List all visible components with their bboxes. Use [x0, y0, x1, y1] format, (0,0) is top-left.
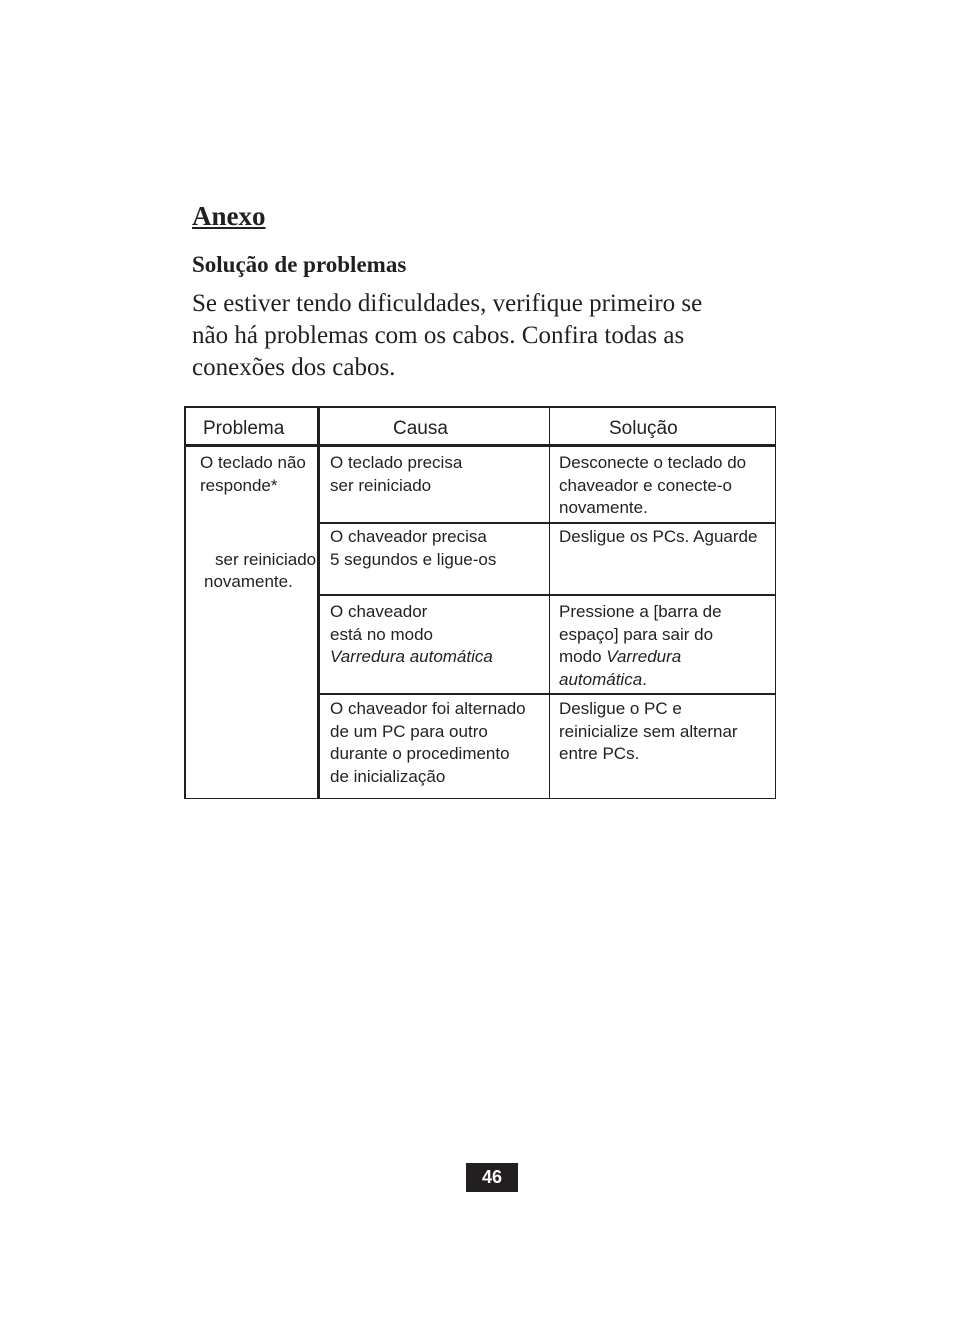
solution-line: chaveador e conecte-o [559, 475, 732, 495]
header-cause: Causa [393, 418, 448, 439]
cause-cell [330, 698, 526, 788]
cause-line: 5 segundos e ligue-os [330, 549, 497, 569]
cause-line: de um PC para outro [330, 721, 488, 741]
page-number: 46 [466, 1163, 518, 1192]
intro-line: não há problemas com os cabos. Confira todas as [192, 322, 685, 349]
section-title: Anexo [192, 201, 266, 231]
cause-line: O chaveador precisa [330, 527, 487, 546]
solution-italic: automática [559, 669, 643, 689]
cause-line: ser reiniciado [330, 475, 432, 495]
problem-text-continued [215, 549, 317, 572]
cause-line: O chaveador foi alternado [330, 699, 526, 718]
intro-line: Se estiver tendo dificuldades, verifique primeiro se [192, 290, 703, 317]
problem-line: responde* [200, 475, 278, 495]
cause-cell [330, 452, 462, 497]
cause-line: O chaveador [330, 602, 428, 621]
solution-line: novamente. [559, 498, 648, 517]
solution-cell [559, 526, 757, 549]
table-border-left [184, 406, 186, 799]
cause-cell [330, 601, 493, 669]
header-problem: Problema [203, 418, 285, 439]
header-solution: Solução [609, 418, 678, 439]
solution-line: Desligue o PC e [559, 699, 682, 718]
troubleshooting-table [184, 406, 776, 799]
cause-cell [330, 526, 496, 571]
table-border-top [184, 406, 776, 408]
problem-line: novamente. [204, 572, 293, 591]
problem-text-continued [204, 571, 293, 594]
problem-line: ser reiniciado [215, 550, 317, 569]
row-divider [318, 522, 776, 525]
table-border-right [775, 406, 777, 799]
subsection-title: Solução de problemas [192, 252, 407, 277]
intro-paragraph [192, 288, 772, 384]
solution-line: entre PCs. [559, 744, 640, 763]
solution-mode-word: modo [559, 647, 602, 666]
cause-line: durante o procedimento [330, 744, 510, 763]
solution-line: espaço] para sair do [559, 624, 714, 644]
problem-text [200, 452, 306, 497]
solution-line: Desligue os PCs. Aguarde [559, 527, 758, 546]
problem-line: O teclado não [200, 453, 306, 472]
solution-cell [559, 452, 746, 520]
cause-line: de inicialização [330, 766, 446, 786]
cause-line: O teclado precisa [330, 453, 463, 472]
solution-cell [559, 698, 738, 766]
row-divider [318, 594, 776, 597]
solution-line: Desconecte o teclado do [559, 453, 747, 472]
solution-line: Pressione a [barra de [559, 602, 722, 621]
row-divider [318, 693, 776, 696]
column-divider [549, 406, 551, 799]
cause-line: está no modo [330, 624, 434, 644]
solution-cell [559, 601, 722, 691]
intro-line: conexões dos cabos. [192, 354, 396, 381]
cause-line-italic: Varredura automática [330, 647, 493, 666]
header-divider [184, 444, 776, 447]
solution-italic: Varredura [606, 647, 682, 666]
solution-end-punct: . [642, 669, 647, 689]
column-divider [317, 406, 320, 799]
solution-line: reinicialize sem alternar [559, 721, 738, 741]
table-border-bottom [184, 798, 776, 800]
